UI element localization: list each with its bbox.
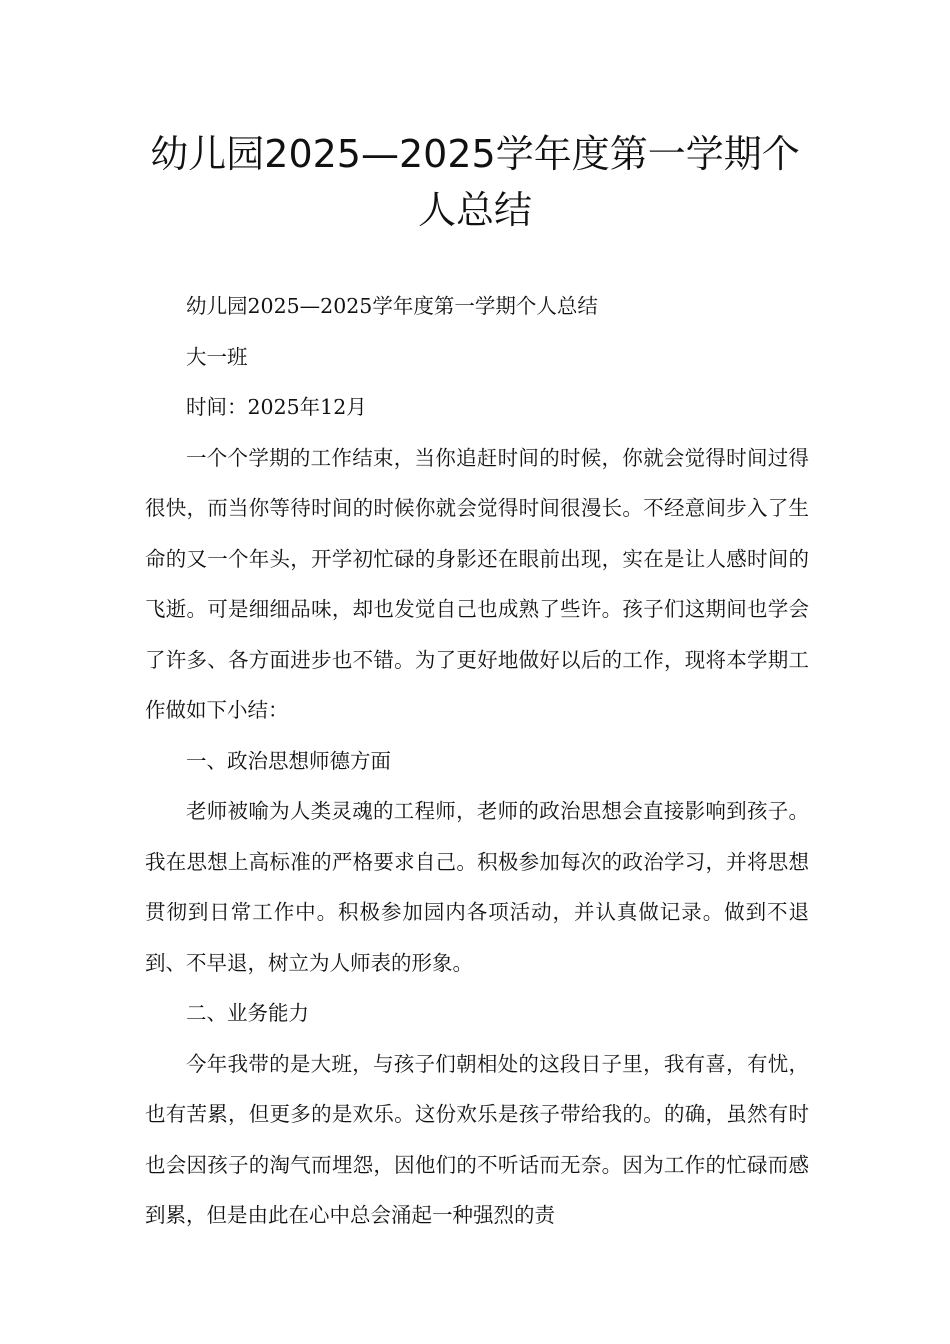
skills-paragraph: 今年我带的是大班，与孩子们朝相处的这段日子里，我有喜，有忧，也有苦累，但更多的是欢乐。这份欢乐是孩子带给我的。的确，虽然有时也会因孩子的淘气而埋怨，因他们的不听话而无奈。因为工作的忙碌而感到累，但是由此在心中总会涌起一种强烈的责 [145, 1051, 809, 1227]
section-heading-skills: 二、业务能力 [186, 1001, 309, 1025]
section-heading-politics: 一、政治思想师德方面 [186, 748, 391, 773]
subtitle-paragraph: 幼儿园2025—2025学年度第一学期个人总结 [186, 294, 598, 318]
date-paragraph: 时间：2025年12月 [186, 395, 367, 419]
intro-paragraph: 一个个学期的工作结束，当你追赶时间的时候，你就会觉得时间过得很快，而当你等待时间的时候你就会觉得时间很漫长。不经意间步入了生命的又一个年头，开学初忙碌的身影还在眼前出现，实在是让人感时间的飞逝。可是细细品味，却也发觉自己也成熟了些许。孩子们这期间也学会了许多、各方面进步也不错。为了更好地做好以后的工作，现将本学期工作做如下小结： [145, 445, 809, 722]
document-title: 幼儿园2025—2025学年度第一学期个人总结 [150, 132, 800, 232]
document-body [145, 281, 809, 1241]
class-paragraph: 大一班 [186, 344, 248, 369]
politics-paragraph: 老师被喻为人类灵魂的工程师，老师的政治思想会直接影响到孩子。我在思想上高标准的严格要求自己。积极参加每次的政治学习，并将思想贯彻到日常工作中。积极参加园内各项活动，并认真做记录。做到不退到、不早退，树立为人师表的形象。 [145, 799, 809, 975]
